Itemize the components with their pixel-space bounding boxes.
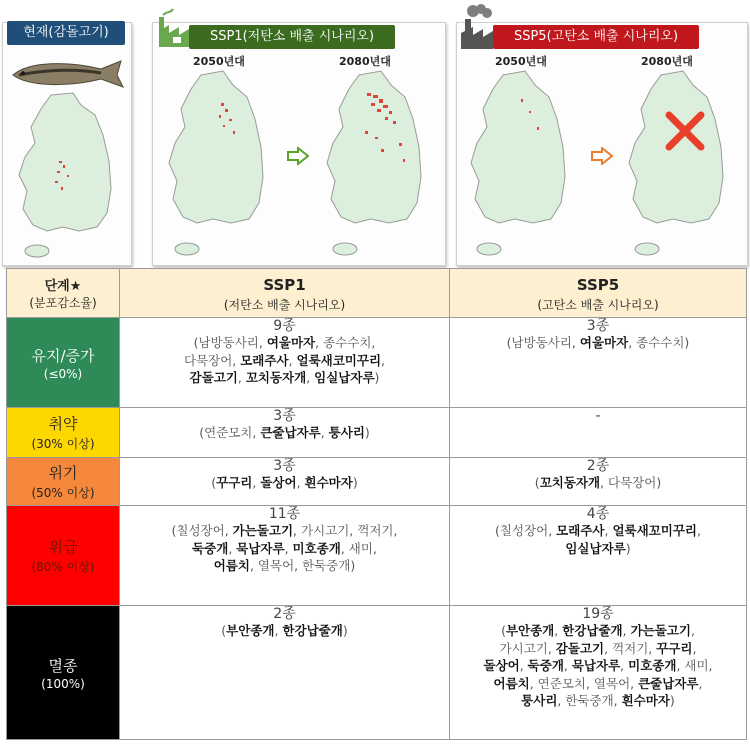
ssp1-species-cell bbox=[120, 318, 450, 408]
species-text: , 새미, bbox=[340, 540, 377, 556]
species-text: , 종수수치) bbox=[628, 335, 690, 350]
ssp1-species-cell bbox=[120, 506, 450, 606]
species-name-bold: 가는돌고기 bbox=[232, 523, 294, 538]
species-line bbox=[120, 540, 449, 558]
species-text: ( bbox=[211, 475, 217, 490]
species-text: , bbox=[622, 623, 631, 638]
ssp5-decade-2080: 2080년대 bbox=[641, 55, 693, 68]
ssp5-species-cell bbox=[450, 408, 747, 458]
table-row bbox=[7, 318, 747, 408]
species-name-bold: 여울마자 bbox=[266, 335, 316, 350]
stage-name: 취약 bbox=[48, 415, 78, 433]
ssp5-decade-2050: 2050년대 bbox=[495, 55, 547, 68]
species-text: 다묵장어, bbox=[183, 352, 241, 368]
species-text: ) bbox=[342, 623, 348, 638]
ssp1-species-count: 2종 bbox=[273, 606, 296, 622]
factory-icon bbox=[155, 5, 191, 49]
species-text: ) bbox=[352, 475, 358, 490]
species-name-bold: 꾸구리 bbox=[656, 640, 693, 656]
species-line bbox=[450, 334, 746, 352]
species-name-bold: 꼬치동자개 bbox=[245, 370, 307, 385]
korea-map-ssp1-2080 bbox=[319, 69, 435, 261]
species-line bbox=[450, 474, 746, 492]
stage-cell bbox=[7, 318, 120, 408]
species-line bbox=[120, 474, 449, 492]
ssp5-panel-title: SSP5(고탄소 배출 시나리오) bbox=[493, 25, 699, 49]
status-table bbox=[6, 268, 747, 740]
ssp5-species-count: - bbox=[595, 408, 601, 424]
current-panel-title: 현재(감돌고기) bbox=[7, 21, 125, 45]
species-text: , 가시고기, 꺽저기, bbox=[293, 523, 398, 538]
species-text: , bbox=[284, 540, 293, 556]
species-text: , bbox=[690, 623, 695, 638]
species-text: , bbox=[692, 640, 697, 656]
header-ssp1 bbox=[120, 269, 450, 318]
header-ssp5-label: SSP5 bbox=[576, 275, 620, 294]
species-name-bold: 묵납자루 bbox=[571, 658, 621, 673]
ssp1-arrow-icon bbox=[287, 147, 309, 165]
stage-range: (50% 이상) bbox=[31, 486, 95, 500]
ssp1-species-count: 3종 bbox=[273, 408, 296, 424]
species-text: (칠성장어, bbox=[171, 523, 233, 538]
ssp5-species-count: 19종 bbox=[582, 606, 614, 622]
ssp1-decade-2080: 2080년대 bbox=[339, 55, 391, 68]
species-name-bold: 얼룩새꼬미꾸리 bbox=[612, 523, 697, 538]
header-ssp5 bbox=[450, 269, 747, 318]
species-text: 가시고기, bbox=[499, 640, 556, 656]
current-panel bbox=[2, 22, 132, 266]
species-text: ) bbox=[364, 425, 370, 440]
species-name-bold: 큰줄납자루 bbox=[638, 675, 699, 691]
species-name-bold: 둑중개 bbox=[527, 658, 564, 673]
species-name-bold: 흰수마자 bbox=[304, 475, 353, 490]
species-name-bold: 돌상어 bbox=[483, 658, 520, 673]
species-name-bold: 한강납줄개 bbox=[282, 623, 343, 638]
species-text: ( bbox=[221, 623, 227, 638]
ssp1-panel-title: SSP1(저탄소 배출 시나리오) bbox=[189, 25, 395, 49]
smoking-factory-icon bbox=[457, 3, 497, 51]
species-text: , bbox=[320, 425, 329, 440]
ssp1-panel bbox=[152, 22, 446, 266]
stage-range: (80% 이상) bbox=[31, 560, 95, 574]
species-text: ( bbox=[534, 475, 540, 490]
species-text: , bbox=[698, 675, 703, 691]
ssp1-species-count: 3종 bbox=[273, 458, 296, 474]
species-name-bold: 미호종개 bbox=[628, 658, 677, 673]
species-name-bold: 모래주사 bbox=[556, 523, 605, 538]
species-line bbox=[450, 675, 746, 693]
stage-cell bbox=[7, 408, 120, 458]
stage-range: (100%) bbox=[41, 676, 85, 691]
species-text: ) bbox=[669, 693, 675, 708]
korea-map-ssp5-2080 bbox=[621, 69, 737, 261]
header-stage-label: 단계 bbox=[44, 279, 70, 294]
species-text: , bbox=[274, 623, 283, 638]
stage-cell bbox=[7, 606, 120, 740]
species-line bbox=[120, 334, 449, 352]
species-text: , 연준모치, 열목어, bbox=[529, 675, 639, 691]
species-text: , 다묵장어) bbox=[600, 475, 662, 490]
star-icon: ★ bbox=[69, 279, 82, 294]
species-text: , bbox=[252, 475, 261, 490]
species-line bbox=[120, 352, 449, 370]
stage-name: 위급 bbox=[48, 538, 78, 556]
species-name-bold: 임실납자루 bbox=[565, 540, 626, 556]
species-line bbox=[120, 622, 449, 640]
species-line bbox=[450, 522, 746, 540]
ssp5-panel bbox=[456, 22, 748, 266]
stage-range: (30% 이상) bbox=[31, 437, 95, 451]
ssp5-species-count: 3종 bbox=[586, 318, 610, 334]
species-line bbox=[120, 369, 449, 387]
korea-map-ssp5-2050 bbox=[463, 69, 575, 261]
header-ssp1-sub: (저탄소 배출 시나리오) bbox=[223, 297, 346, 312]
species-name-bold: 한강납줄개 bbox=[562, 623, 623, 638]
header-stage bbox=[7, 269, 120, 318]
species-name-bold: 감돌고기 bbox=[189, 370, 238, 385]
ssp1-species-cell bbox=[120, 606, 450, 740]
species-name-bold: 꾸구리 bbox=[216, 475, 253, 490]
species-text: , 꺽저기, bbox=[604, 640, 657, 656]
table-row bbox=[7, 606, 747, 740]
species-line bbox=[450, 692, 746, 710]
species-name-bold: 흰수마자 bbox=[621, 693, 670, 708]
species-text: , bbox=[563, 658, 572, 673]
species-line bbox=[450, 540, 746, 558]
species-name-bold: 가는돌고기 bbox=[630, 623, 691, 638]
table-row bbox=[7, 408, 747, 458]
species-line bbox=[120, 557, 449, 575]
species-name-bold: 둑중개 bbox=[192, 540, 229, 556]
ssp1-species-count: 11종 bbox=[268, 506, 301, 522]
stage-name: 멸종 bbox=[48, 656, 78, 675]
ssp1-species-count: 9종 bbox=[273, 318, 296, 334]
species-text: , 종수수치, bbox=[315, 335, 376, 350]
fish-image bbox=[9, 55, 127, 93]
species-line bbox=[450, 657, 746, 675]
species-name-bold: 여울마자 bbox=[579, 335, 629, 350]
stage-range: (≤0%) bbox=[43, 366, 83, 381]
species-text: , bbox=[519, 658, 528, 673]
header-stage-note: (분포감소율) bbox=[29, 296, 97, 310]
ssp5-species-count: 4종 bbox=[586, 506, 610, 522]
species-name-bold: 부안종개 bbox=[226, 623, 275, 638]
ssp5-species-cell bbox=[450, 506, 747, 606]
species-name-bold: 부안종개 bbox=[505, 623, 555, 638]
species-name-bold: 어름치 bbox=[493, 675, 530, 691]
species-text: , 새미, bbox=[676, 658, 713, 673]
species-text: , bbox=[306, 370, 315, 385]
ssp5-species-cell bbox=[450, 606, 747, 740]
header-ssp5-sub: (고탄소 배출 시나리오) bbox=[537, 297, 659, 312]
species-line bbox=[120, 424, 449, 442]
species-name-bold: 감돌고기 bbox=[555, 640, 605, 656]
species-text: , bbox=[228, 540, 237, 556]
ssp5-species-cell bbox=[450, 458, 747, 506]
species-name-bold: 꼬치동자개 bbox=[539, 475, 601, 490]
species-text: , bbox=[381, 352, 386, 368]
species-name-bold: 얼룩새코미꾸리 bbox=[296, 352, 382, 368]
species-text: (연준모치, bbox=[199, 425, 261, 440]
korea-map-ssp1-2050 bbox=[161, 69, 273, 261]
species-text: ) bbox=[625, 540, 631, 556]
ssp1-decade-2050: 2050년대 bbox=[193, 55, 245, 68]
species-text: , bbox=[296, 475, 305, 490]
species-text: , bbox=[288, 352, 297, 368]
species-text: (칠성장어, bbox=[495, 523, 557, 538]
species-text: ( bbox=[501, 623, 506, 638]
species-text: , 열목어, 한둑중개) bbox=[249, 558, 356, 573]
species-name-bold: 퉁사리 bbox=[328, 425, 365, 440]
stage-name: 유지/증가 bbox=[31, 346, 95, 365]
ssp5-arrow-icon bbox=[591, 147, 613, 165]
species-name-bold: 묵납자루 bbox=[236, 540, 285, 556]
species-name-bold: 큰줄납자루 bbox=[260, 425, 321, 440]
species-text: , bbox=[237, 370, 246, 385]
species-text: (남방동사리, bbox=[193, 335, 267, 350]
species-text: , bbox=[554, 623, 563, 638]
ssp5-species-count: 2종 bbox=[586, 458, 610, 474]
species-text: (남방동사리, bbox=[506, 335, 580, 350]
header-ssp1-label: SSP1 bbox=[263, 275, 306, 294]
species-name-bold: 미호종개 bbox=[292, 540, 341, 556]
extinct-x-icon bbox=[663, 109, 707, 153]
species-text: , bbox=[620, 658, 629, 673]
species-name-bold: 임실납자루 bbox=[314, 370, 375, 385]
ssp1-species-cell bbox=[120, 458, 450, 506]
species-name-bold: 돌상어 bbox=[260, 475, 297, 490]
species-line bbox=[120, 522, 449, 540]
table-row bbox=[7, 458, 747, 506]
species-name-bold: 모래주사 bbox=[240, 352, 289, 368]
species-line bbox=[450, 640, 746, 658]
ssp5-species-cell bbox=[450, 318, 747, 408]
species-name-bold: 어름치 bbox=[213, 558, 250, 573]
species-text: , bbox=[604, 523, 613, 538]
stage-name: 위기 bbox=[48, 464, 78, 482]
table-row bbox=[7, 506, 747, 606]
species-name-bold: 퉁사리 bbox=[521, 693, 558, 708]
species-text: , 한둑중개, bbox=[557, 693, 622, 708]
stage-cell bbox=[7, 506, 120, 606]
ssp1-species-cell bbox=[120, 408, 450, 458]
korea-map-current bbox=[11, 91, 123, 261]
stage-cell bbox=[7, 458, 120, 506]
species-line bbox=[450, 622, 746, 640]
table-header-row bbox=[7, 269, 747, 318]
species-text: , bbox=[696, 523, 701, 538]
species-text: ) bbox=[374, 370, 380, 385]
